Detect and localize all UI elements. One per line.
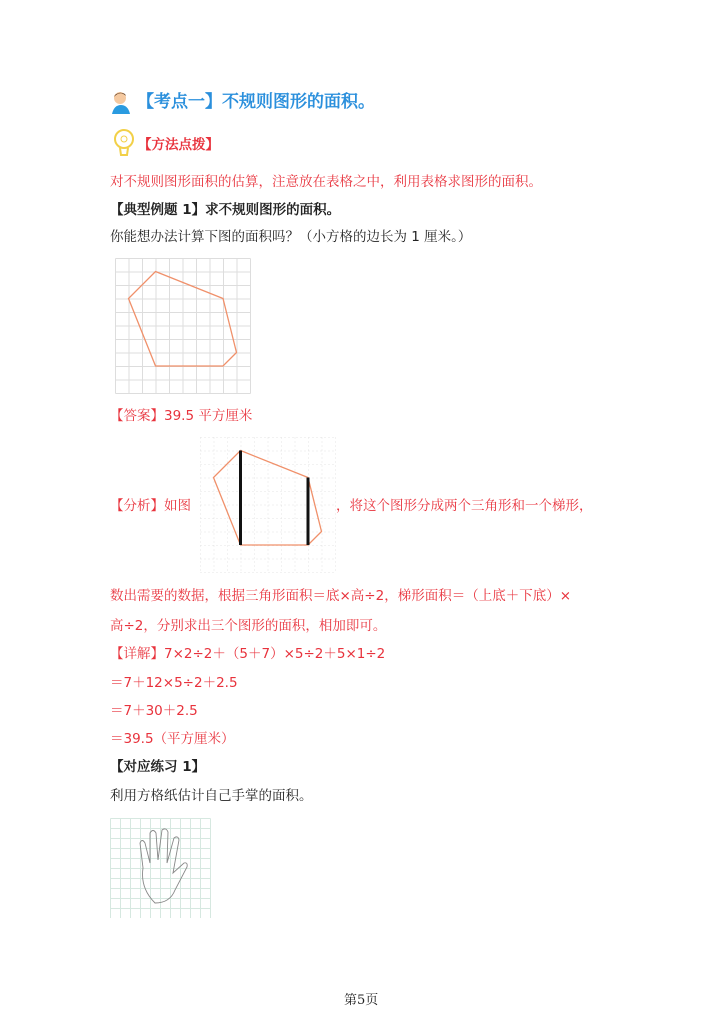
practice-title: 【对应练习 1】	[110, 759, 206, 775]
analysis-text: ，将这个图形分成两个三角形和一个梯形，	[336, 498, 593, 514]
student-icon	[110, 90, 132, 116]
method-label: 【方法点拨】	[138, 137, 219, 153]
analysis-line3: 高÷2，分别求出三个图形的面积，相加即可。	[110, 618, 387, 634]
grid-figure	[115, 258, 252, 395]
lightbulb-icon	[112, 128, 136, 158]
detail-line-4: ＝39.5（平方厘米）	[110, 731, 235, 747]
hand-grid-figure	[110, 818, 215, 918]
detail-line-2: ＝7＋12×5÷2＋2.5	[110, 675, 238, 691]
analysis-line2: 数出需要的数据，根据三角形面积＝底×高÷2，梯形面积＝（上底＋下底）×	[110, 588, 572, 604]
method-text: 对不规则图形面积的估算，注意放在表格之中，利用表格求图形的面积。	[110, 174, 542, 190]
detail-line-1: 【详解】7×2÷2＋（5＋7）×5÷2＋5×1÷2	[110, 646, 386, 662]
example-title: 【典型例题 1】求不规则图形的面积。	[110, 202, 341, 218]
answer-text: 【答案】39.5 平方厘米	[110, 408, 253, 424]
detail-line-3: ＝7＋30＋2.5	[110, 703, 198, 719]
analysis-grid-figure	[200, 437, 337, 574]
analysis-label: 【分析】如图	[110, 498, 191, 514]
section-heading: 【考点一】不规则图形的面积。	[137, 92, 375, 112]
practice-text: 利用方格纸估计自己手掌的面积。	[110, 788, 313, 804]
page-number: 第5页	[344, 993, 379, 1008]
example-question: 你能想办法计算下图的面积吗？（小方格的边长为 1 厘米。）	[110, 229, 472, 245]
